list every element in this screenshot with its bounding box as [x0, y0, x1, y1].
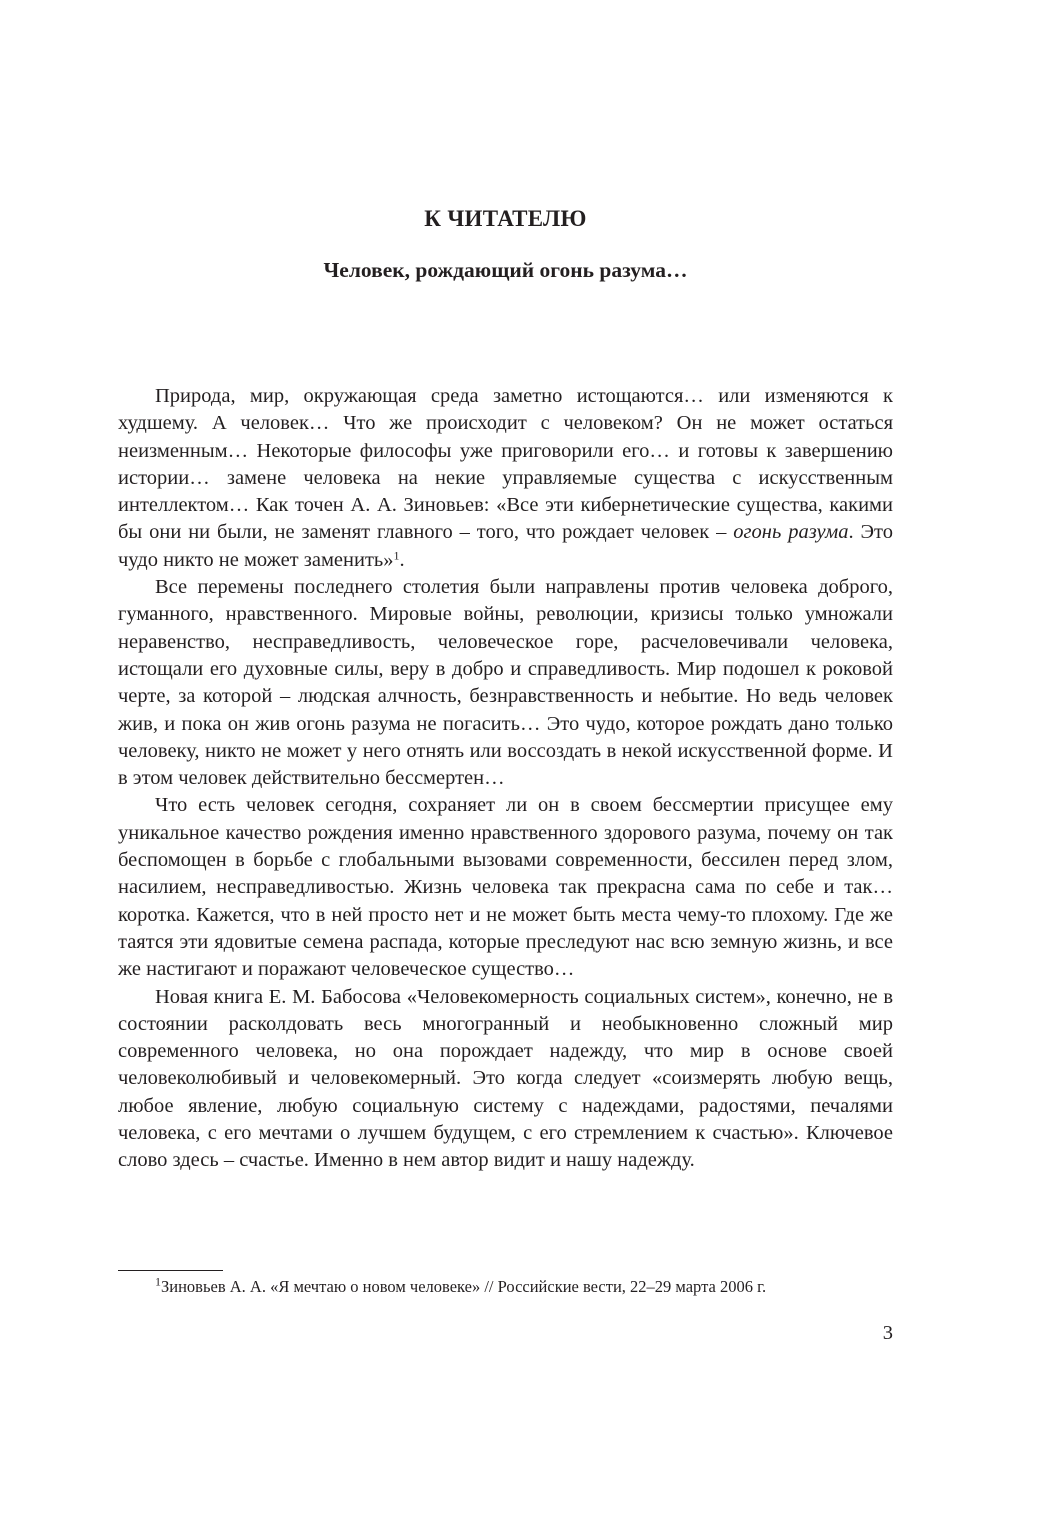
footnote-text: Зиновьев А. А. «Я мечтаю о новом человеке» // Российские вести, 22–29 марта 2006 г. [161, 1277, 767, 1296]
paragraph-3: Что есть человек сегодня, сохраняет ли он в своем бессмертии присущее ему уникальное качество рождения именно нравственного здорового разума, почему он так беспомощен в борьбе с глобальными вызовами современности, бессилен перед злом, насилием, несправедливостью. Жизнь человека так прекрасна сама по себе и так… коротка. Кажется, что в ней просто нет и не может быть места чему-то плохому. Где же таятся эти ядовитые семена распада, которые преследуют нас всю земную жизнь, и все же настигают и поражают человеческое существо… [118, 794, 893, 981]
footnote-reference[interactable]: 1 [393, 548, 400, 563]
footnote [155, 1274, 895, 1297]
body-text [118, 383, 893, 1175]
page-title: К ЧИТАТЕЛЮ [424, 206, 587, 231]
footnote-marker: 1 [155, 1274, 161, 1289]
paragraph-1-italic-phrase: огонь разума [733, 521, 849, 544]
paragraph-4: Новая книга Е. М. Бабосова «Человекомерность социальных систем», конечно, не в состоянии расколдовать весь многогранный и необыкновенно сложный мир современного человека, но она порождает надежду, что мир в основе своей человеколюбивый и человекомерный. Это когда следует «соизмерять любую вещь, любое явление, любую социальную систему с надеждами, радостями, печалями человека, с его мечтами о лучшем будущем, с его стремлением к счастью». Ключевое слово здесь – счастье. Именно в нем автор видит и нашу надежду. [118, 985, 893, 1172]
paragraph-1-text-before: Природа, мир, окружающая среда заметно истощаются… или изменяются к худшему. А человек… Что же происходит с человеком? Он не может остаться неизменным… Некоторые философы уже приговорили его… и готовы к завершению истории… замене человека на некие управляемые существа с искусственным интеллектом… Как точен А. А. Зиновьев: «Все эти кибернетические существа, какими бы они ни были, не заменят главного – того, что рождает человек – [118, 385, 893, 544]
page-number: 3 [882, 1322, 893, 1344]
page-subtitle: Человек, рождающий огонь разума… [323, 258, 688, 282]
footnote-separator [118, 1270, 223, 1271]
paragraph-2: Все перемены последнего столетия были направлены против человека доброго, гуманного, нравственного. Мировые войны, революции, кризисы только умножали неравенство, несправедливость, человеческое горе, расчеловечивали человека, истощали его духовные силы, веру в добро и справедливость. Мир подошел к роковой черте, за которой – людская алчность, безнравственность и небытие. Но ведь человек жив, и пока он жив огонь разума не погасить… Это чудо, которое рождать дано только человеку, никто не может у него отнять или воссоздать в некой искусственной форме. И в этом человек действительно бессмертен… [118, 576, 893, 790]
paragraph-1-text-end: . [399, 548, 405, 571]
paragraph-1-text-after: . Это чудо никто не может заменить» [118, 521, 893, 571]
paragraph-1 [118, 383, 893, 574]
